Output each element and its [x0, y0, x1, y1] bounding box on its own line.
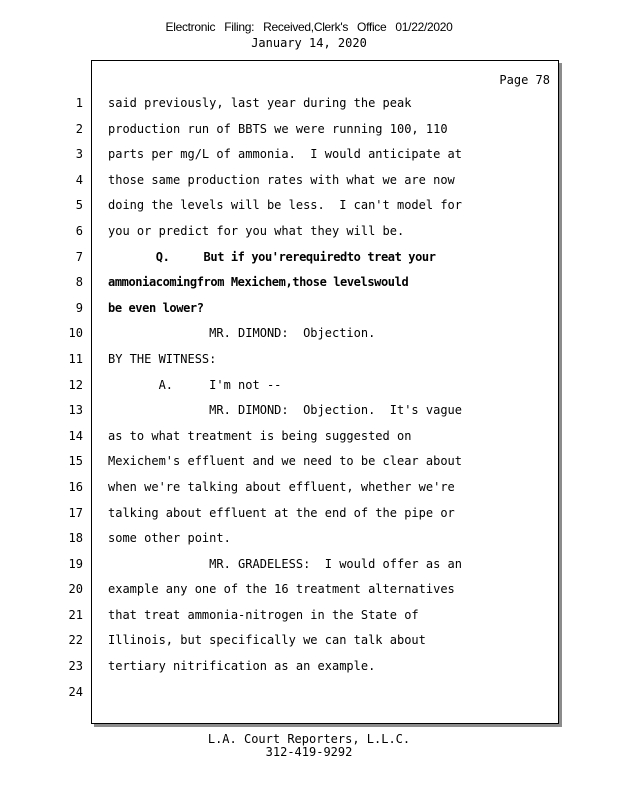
- transcript-line: MR. GRADELESS: I would offer as an: [108, 556, 463, 571]
- line-number: 2: [75, 121, 83, 136]
- transcript-line: that treat ammonia-nitrogen in the State of: [108, 607, 419, 622]
- transcript-line: you or predict for you what they will be.: [108, 223, 405, 238]
- line-number: 21: [68, 607, 83, 622]
- transcript-line: MR. DIMOND: Objection.: [108, 326, 376, 341]
- transcript-line: Q. But if you'rerequiredto treat your: [108, 249, 436, 264]
- transcript-line: A. I'm not --: [108, 377, 282, 392]
- transcript-line: doing the levels will be less. I can't model for: [108, 198, 463, 213]
- transcript-line: ammoniacomingfrom Mexichem,those levelswould: [108, 275, 409, 290]
- transcript-line: as to what treatment is being suggested on: [108, 428, 412, 443]
- transcript-line: when we're talking about effluent, whether we're: [108, 479, 455, 494]
- transcript-line: talking about effluent at the end of the pipe or: [108, 505, 455, 520]
- line-number: 4: [75, 172, 83, 187]
- line-number: 24: [68, 684, 83, 699]
- transcript-line: parts per mg/L of ammonia. I would anticipate at: [108, 147, 463, 162]
- transcript-line: example any one of the 16 treatment alternatives: [108, 582, 455, 597]
- line-number: 14: [68, 428, 83, 443]
- line-number: 15: [68, 454, 83, 469]
- line-number-column: [0, 94, 83, 708]
- line-number: 17: [68, 505, 83, 520]
- transcript-line: Mexichem's effluent and we need to be clear about: [108, 454, 463, 469]
- transcript-line: be even lower?: [108, 300, 204, 315]
- line-number: 10: [68, 326, 83, 341]
- transcript-body: [108, 94, 548, 708]
- transcript-line: said previously, last year during the peak: [108, 96, 412, 110]
- line-number: 18: [68, 531, 83, 546]
- line-number: 7: [75, 249, 83, 264]
- court-reporter-footer: [0, 733, 618, 759]
- line-number: 11: [68, 351, 83, 366]
- reporter-phone: 312-419-9292: [265, 745, 353, 759]
- transcript-line: [108, 683, 548, 709]
- line-number: 19: [68, 556, 83, 571]
- line-number: 23: [68, 659, 83, 674]
- transcript-line: some other point.: [108, 531, 231, 546]
- line-number: 20: [68, 582, 83, 597]
- filing-header: Electronic Filing: Received,Clerk's Office 01/22/2020: [165, 20, 453, 34]
- line-number: 8: [75, 275, 83, 290]
- line-number: 1: [75, 96, 83, 110]
- transcript-line: tertiary nitrification as an example.: [108, 659, 376, 674]
- hearing-date: January 14, 2020: [251, 36, 367, 50]
- transcript-line: production run of BBTS we were running 100, 110: [108, 121, 448, 136]
- transcript-line: Illinois, but specifically we can talk about: [108, 633, 426, 648]
- line-number: 5: [75, 198, 83, 213]
- line-number: 12: [68, 377, 83, 392]
- line-number: 3: [75, 147, 83, 162]
- line-number: 22: [68, 633, 83, 648]
- page-number: Page 78: [499, 73, 550, 87]
- line-number: 16: [68, 479, 83, 494]
- reporter-name: L.A. Court Reporters, L.L.C.: [207, 732, 411, 746]
- transcript-line: those same production rates with what we are now: [108, 172, 455, 187]
- transcript-line: MR. DIMOND: Objection. It's vague: [108, 403, 463, 418]
- line-number: 13: [68, 403, 83, 418]
- transcript-line: BY THE WITNESS:: [108, 351, 217, 366]
- line-number: 9: [75, 300, 83, 315]
- line-number: 6: [75, 223, 83, 238]
